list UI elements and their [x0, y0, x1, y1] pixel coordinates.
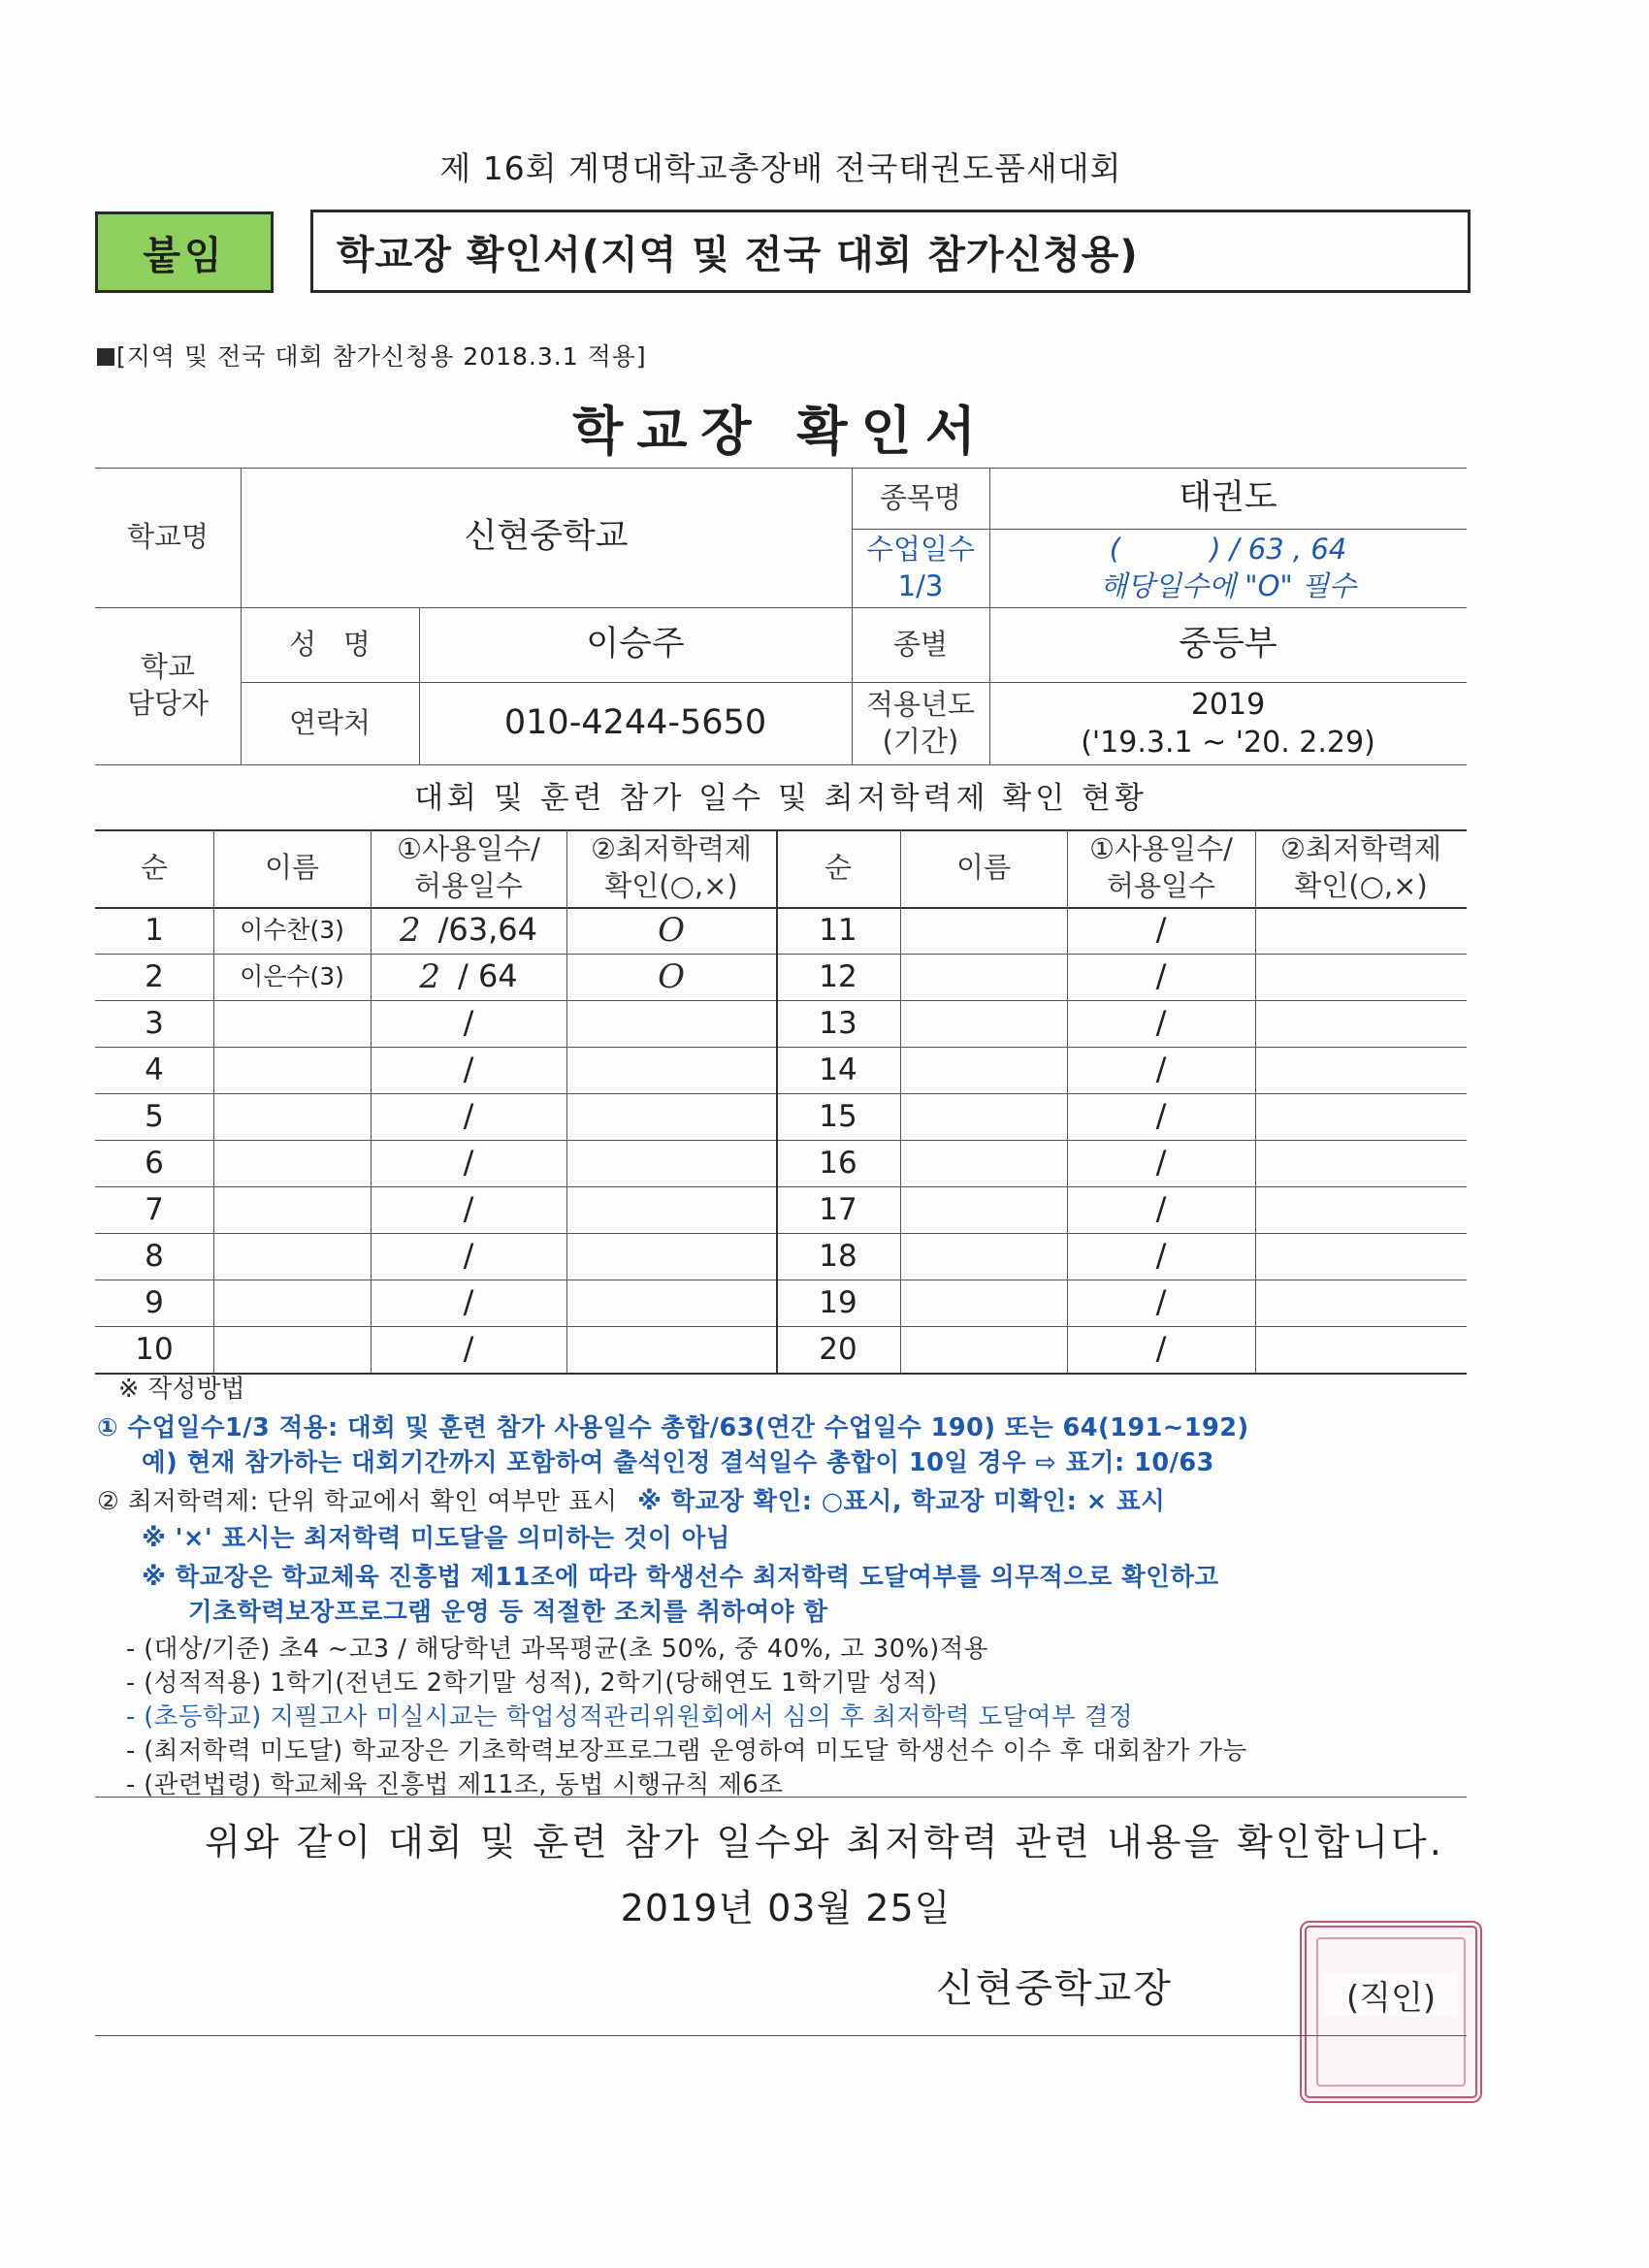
row-number-text: 15 — [819, 1098, 857, 1134]
row-name — [213, 1047, 371, 1093]
name-value: 이승주 — [586, 624, 685, 664]
row-allowed-days: / — [463, 1283, 474, 1321]
row-number-text: 6 — [145, 1145, 164, 1181]
note-line: 기초학력보장프로그램 운영 등 적절한 조치를 취하여야 함 — [188, 1598, 828, 1627]
sub-note-text: [지역 및 전국 대회 참가신청용 2018.3.1 적용] — [116, 342, 647, 371]
header-name-text: 이름 — [955, 851, 1012, 885]
row-check — [1255, 1233, 1467, 1280]
signer: 신현중학교장 — [936, 1966, 1173, 2011]
year-value-line2: ('19.3.1 ~ '20. 2.29) — [1081, 725, 1375, 760]
manager-label-line2: 담당자 — [126, 687, 210, 720]
row-name — [213, 907, 371, 954]
header-check — [566, 829, 776, 907]
header-days — [371, 829, 566, 907]
row-number — [95, 1233, 213, 1280]
row-name — [900, 1280, 1067, 1326]
row-number-text: 2 — [145, 958, 164, 994]
division-value: 중등부 — [1179, 624, 1277, 664]
manager-label-line1: 학교 — [140, 650, 196, 684]
header-check-line2: 확인(○,×) — [1294, 869, 1428, 902]
note-heading: ※ 작성방법 — [118, 1375, 246, 1404]
division-label: 종별 — [892, 627, 949, 661]
row-number — [95, 954, 213, 1000]
header-days-line2: 허용일수 — [413, 869, 524, 902]
row-number — [776, 1233, 900, 1280]
row-number — [95, 1280, 213, 1326]
row-days — [1067, 1233, 1255, 1280]
row-name — [213, 1000, 371, 1047]
row-days — [371, 1000, 566, 1047]
row-check — [566, 1326, 776, 1373]
row-allowed-days: / — [463, 1051, 474, 1088]
header-name — [213, 829, 371, 907]
row-check — [1255, 954, 1467, 1000]
note-line — [97, 1482, 1165, 1517]
row-days — [371, 1233, 566, 1280]
header-days-line2: 허용일수 — [1106, 869, 1216, 902]
row-check — [566, 1047, 776, 1093]
row-number-text: 17 — [819, 1191, 857, 1227]
row-name — [900, 907, 1067, 954]
seal-text: (직인) — [1324, 1972, 1458, 2017]
row-check-mark: O — [658, 956, 685, 996]
row-name — [900, 954, 1067, 1000]
note-line: - (초등학교) 지필고사 미실시교는 학업성적관리위원회에서 심의 후 최저학력 도달여부 결정 — [126, 1702, 1133, 1732]
contact-label: 연락처 — [288, 705, 372, 739]
year-label — [852, 682, 989, 764]
row-check — [566, 1093, 776, 1140]
row-number — [776, 1047, 900, 1093]
row-check — [1255, 1326, 1467, 1373]
row-days — [1067, 1186, 1255, 1233]
row-allowed-days: / — [1155, 1004, 1167, 1042]
class-days-label — [852, 529, 989, 607]
header-days-line1: ①사용일수/ — [1089, 832, 1233, 866]
class-days-label-line2: 1/3 — [897, 568, 944, 602]
row-days — [371, 1186, 566, 1233]
row-name — [900, 1093, 1067, 1140]
row-days — [1067, 1000, 1255, 1047]
row-check — [1255, 1093, 1467, 1140]
row-number-text: 12 — [819, 958, 857, 994]
row-allowed-days: / 64 — [457, 957, 518, 995]
row-number — [776, 954, 900, 1000]
note-line: - (성적적용) 1학기(전년도 2학기말 성적), 2학기(당해연도 1학기말 성적) — [126, 1669, 938, 1698]
row-name — [900, 1047, 1067, 1093]
header-check-line1: ②최저학력제 — [590, 832, 753, 866]
row-number — [95, 1326, 213, 1373]
header-no — [95, 829, 213, 907]
row-number — [776, 1093, 900, 1140]
class-days-value — [989, 529, 1467, 607]
row-check — [566, 907, 776, 954]
row-allowed-days: / — [463, 1237, 474, 1275]
header-days-line1: ①사용일수/ — [397, 832, 540, 866]
year-label-line1: 적용년도 — [865, 687, 976, 721]
header-name-text: 이름 — [264, 851, 320, 885]
row-days — [1067, 1280, 1255, 1326]
row-number-text: 11 — [819, 912, 857, 948]
class-days-label-line1: 수업일수 — [865, 532, 976, 566]
row-number-text: 7 — [145, 1191, 164, 1227]
event-title: 제 16회 계명대학교총장배 전국태권도품새대회 — [439, 149, 1122, 187]
row-days — [371, 907, 566, 954]
document-title: 학교장 확인서 — [572, 401, 989, 462]
row-days — [1067, 1326, 1255, 1373]
row-check — [1255, 1000, 1467, 1047]
row-name — [213, 1280, 371, 1326]
row-number — [95, 1093, 213, 1140]
note-line: - (관련법령) 학교체육 진흥법 제11조, 동법 시행규칙 제6조 — [126, 1770, 784, 1799]
school-label: 학교명 — [126, 520, 210, 554]
row-name-text: 이수찬(3) — [240, 915, 344, 944]
row-number — [95, 1186, 213, 1233]
row-days — [1067, 1140, 1255, 1186]
row-name — [900, 1233, 1067, 1280]
sub-note — [97, 338, 647, 373]
divider — [95, 2035, 1467, 2036]
row-allowed-days: / — [1155, 1051, 1167, 1088]
row-number — [776, 1140, 900, 1186]
row-allowed-days: / — [463, 1330, 474, 1368]
row-allowed-days: / — [1155, 1237, 1167, 1275]
note-line-part: ※ 학교장 확인: ○표시, 학교장 미확인: × 표시 — [637, 1487, 1166, 1516]
row-check — [566, 1186, 776, 1233]
row-name — [213, 954, 371, 1000]
header-no-text: 순 — [140, 851, 168, 885]
contact-value: 010-4244-5650 — [503, 702, 767, 742]
row-allowed-days: / — [463, 1144, 474, 1182]
square-bullet-icon — [97, 348, 114, 366]
header-no — [776, 829, 900, 907]
header-no-text: 순 — [824, 851, 852, 885]
row-number-text: 9 — [145, 1284, 164, 1320]
row-check-mark: O — [658, 910, 685, 950]
row-days — [371, 1140, 566, 1186]
row-allowed-days: / — [463, 1190, 474, 1228]
row-allowed-days: / — [1155, 1283, 1167, 1321]
class-days-value-line1: ( ) / 63 , 64 — [1109, 532, 1347, 566]
note-line: - (대상/기준) 초4 ~고3 / 해당학년 과목평균(초 50%, 중 40%, 고 30%)적용 — [126, 1635, 988, 1664]
school-name: 신현중학교 — [464, 517, 629, 557]
row-number — [95, 1047, 213, 1093]
row-name — [900, 1140, 1067, 1186]
row-allowed-days: / — [463, 1004, 474, 1042]
attachment-tag: 붙임 — [95, 211, 274, 293]
row-number-text: 20 — [819, 1331, 857, 1367]
row-number — [776, 1000, 900, 1047]
row-days — [1067, 1093, 1255, 1140]
row-name — [213, 1186, 371, 1233]
row-used-days: 2 — [419, 956, 440, 996]
row-allowed-days: / — [1155, 957, 1167, 995]
row-check — [1255, 1186, 1467, 1233]
row-number — [776, 1280, 900, 1326]
row-number-text: 13 — [819, 1005, 857, 1041]
sport-label: 종목명 — [879, 480, 962, 514]
row-allowed-days: / — [1155, 1144, 1167, 1182]
note-line: ※ 학교장은 학교체육 진흥법 제11조에 따라 학생선수 최저학력 도달여부를 의무적으로 확인하고 — [142, 1563, 1219, 1592]
row-number — [95, 907, 213, 954]
header-days — [1067, 829, 1255, 907]
row-name — [900, 1186, 1067, 1233]
row-name — [900, 1000, 1067, 1047]
row-number-text: 4 — [145, 1052, 164, 1087]
row-days — [371, 1093, 566, 1140]
row-allowed-days: / — [1155, 911, 1167, 949]
row-number-text: 8 — [145, 1238, 164, 1274]
note-line: ※ '×' 표시는 최저학력 미도달을 의미하는 것이 아님 — [142, 1524, 730, 1553]
sport-value: 태권도 — [1179, 477, 1277, 517]
row-days — [371, 1280, 566, 1326]
row-check — [566, 1000, 776, 1047]
row-allowed-days: / — [463, 1097, 474, 1135]
row-number-text: 16 — [819, 1145, 857, 1181]
note-line-part: ② 최저학력제: 단위 학교에서 확인 여부만 표시 — [97, 1487, 618, 1516]
row-check — [1255, 1280, 1467, 1326]
row-days — [371, 954, 566, 1000]
class-days-value-line2: 해당일수에 "O" 필수 — [1099, 568, 1357, 602]
row-name — [213, 1140, 371, 1186]
row-days — [1067, 954, 1255, 1000]
row-check — [566, 1140, 776, 1186]
official-seal — [1300, 1921, 1482, 2103]
row-number — [95, 1000, 213, 1047]
row-name-text: 이은수(3) — [240, 961, 344, 990]
row-name — [213, 1093, 371, 1140]
row-allowed-days: / — [1155, 1097, 1167, 1135]
row-check — [566, 1280, 776, 1326]
name-label: 성 명 — [289, 627, 371, 661]
row-name — [213, 1233, 371, 1280]
header-title: 학교장 확인서(지역 및 전국 대회 참가신청용) — [310, 210, 1471, 293]
year-value — [989, 682, 1467, 764]
row-number-text: 19 — [819, 1284, 857, 1320]
row-check — [566, 954, 776, 1000]
note-line: - (최저학력 미도달) 학교장은 기초학력보장프로그램 운영하여 미도달 학생선수 이수 후 대회참가 가능 — [126, 1736, 1247, 1766]
row-number-text: 14 — [819, 1052, 857, 1087]
row-days — [371, 1047, 566, 1093]
divider — [95, 1797, 1467, 1798]
row-check — [1255, 1047, 1467, 1093]
row-allowed-days: /63,64 — [437, 911, 538, 949]
row-number — [776, 1326, 900, 1373]
confirmation-text: 위와 같이 대회 및 훈련 참가 일수와 최저학력 관련 내용을 확인합니다. — [205, 1821, 1444, 1863]
note-line: 예) 현재 참가하는 대회기간까지 포함하여 출석인정 결석일수 총합이 10일 경우 ⇨ 표기: 10/63 — [142, 1448, 1214, 1477]
header-check-line1: ②최저학력제 — [1279, 832, 1442, 866]
date: 2019년 03월 25일 — [620, 1887, 952, 1929]
row-name — [213, 1326, 371, 1373]
year-label-line2: (기간) — [882, 724, 959, 758]
row-check — [566, 1233, 776, 1280]
table-rule — [95, 1373, 1467, 1375]
row-number — [776, 907, 900, 954]
row-check — [1255, 907, 1467, 954]
row-used-days: 2 — [399, 910, 421, 950]
year-value-line1: 2019 — [1190, 687, 1266, 722]
header-check — [1255, 829, 1467, 907]
row-number-text: 3 — [145, 1005, 164, 1041]
header-check-line2: 확인(○,×) — [604, 869, 738, 902]
row-number-text: 5 — [145, 1098, 164, 1134]
row-number — [95, 1140, 213, 1186]
manager-label — [95, 607, 241, 764]
row-number-text: 10 — [135, 1331, 174, 1367]
row-number — [776, 1186, 900, 1233]
row-check — [1255, 1140, 1467, 1186]
row-name — [900, 1326, 1067, 1373]
header-name — [900, 829, 1067, 907]
row-number-text: 18 — [819, 1238, 857, 1274]
row-number-text: 1 — [145, 912, 164, 948]
row-days — [1067, 907, 1255, 954]
row-days — [1067, 1047, 1255, 1093]
row-allowed-days: / — [1155, 1330, 1167, 1368]
note-line: ① 수업일수1/3 적용: 대회 및 훈련 참가 사용일수 총합/63(연간 수업일수 190) 또는 64(191~192) — [97, 1413, 1249, 1442]
row-days — [371, 1326, 566, 1373]
section-title: 대회 및 훈련 참가 일수 및 최저학력제 확인 현황 — [414, 781, 1148, 816]
row-allowed-days: / — [1155, 1190, 1167, 1228]
